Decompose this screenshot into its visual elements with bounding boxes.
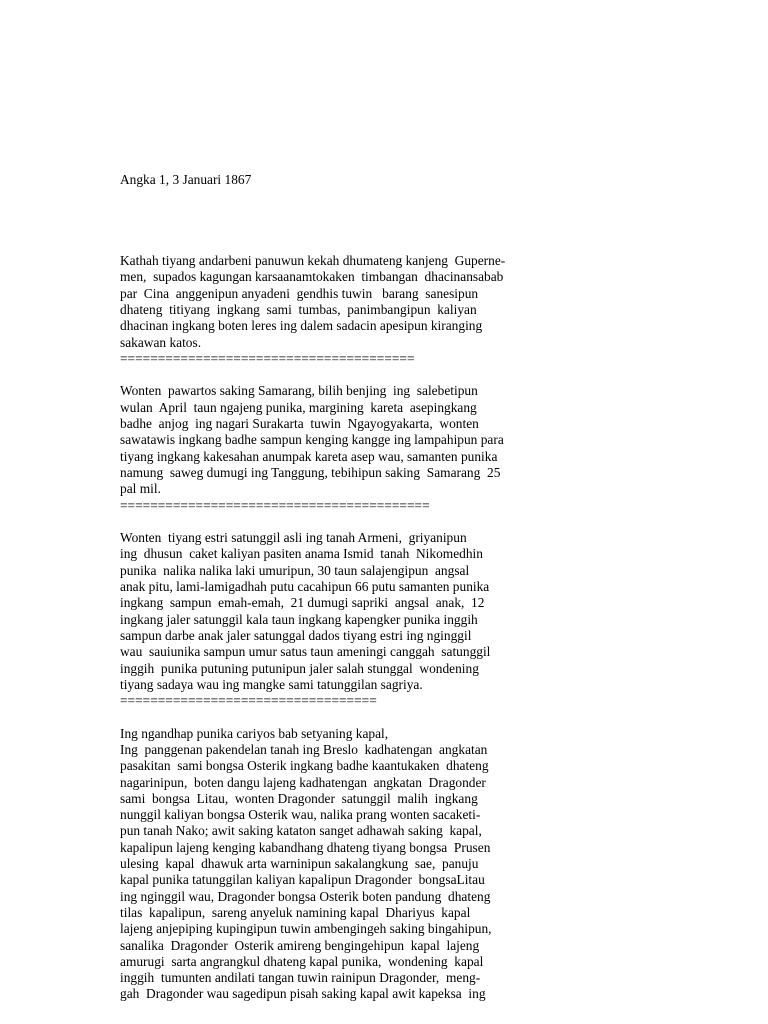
article-line: sami bongsa Litau, wonten Dragonder satunggil malih ingkang bbox=[120, 790, 478, 806]
article-line: ing dhusun caket kaliyan pasiten anama Ismid tanah Nikomedhin bbox=[120, 546, 483, 562]
document-title: Angka 1, 3 Januari 1867 bbox=[120, 171, 252, 187]
article-line: ingkang jaler satunggil kala taun ingkang kapengker punika inggih bbox=[120, 611, 478, 627]
article-line: anak pitu, lami-lamigadhah putu cacahipun 66 putu samanten punika bbox=[120, 579, 490, 595]
article-line: kapal punika tatunggilan kaliyan kapalipun Dragonder bongsaLitau bbox=[120, 872, 485, 888]
article-line: tiyang ingkang kakesahan anumpak kareta asep wau, samanten punika bbox=[120, 448, 498, 464]
article-line: gah Dragonder wau sagedipun pisah saking kapal awit kapeksa ing bbox=[120, 986, 486, 1002]
article-line: tilas kapalipun, sareng anyeluk namining kapal Dhariyus kapal bbox=[120, 904, 471, 920]
article-line: pal mil. bbox=[120, 481, 161, 497]
article-line: Ing panggenan pakendelan tanah ing Breslo kadhatengan angkatan bbox=[120, 741, 488, 757]
article-line: ingkang sampun emah-emah, 21 dumugi sapriki angsal anak, 12 bbox=[120, 595, 485, 611]
blank-line bbox=[120, 514, 530, 530]
article-line: pun tanah Nako; awit saking kataton sanget adhawah saking kapal, bbox=[120, 823, 482, 839]
article-line: Wonten pawartos saking Samarang, bilih benjing ing salebetipun bbox=[120, 383, 478, 399]
article-line: lajeng anjepiping kupingipun tuwin ambengingeh saking bingahipun, bbox=[120, 921, 492, 937]
article-4 bbox=[120, 726, 530, 1003]
article-line: sanalika Dragonder Osterik amireng bengingehipun kapal lajeng bbox=[120, 937, 480, 953]
article-line: kapalipun lajeng kenging kabandhang dhateng tiyang bongsa Prusen bbox=[120, 839, 491, 855]
section-separator: ========================================= bbox=[120, 497, 430, 513]
article-line: dhateng titiyang ingkang sami tumbas, panimbangipun kaliyan bbox=[120, 301, 477, 317]
article-line: dhacinan ingkang boten leres ing dalem sadacin apesipun kiranging bbox=[120, 318, 483, 334]
article-line: inggih punika putuning putunipun jaler salah stunggal wondening bbox=[120, 660, 479, 676]
article-line: sampun darbe anak jaler satunggal dados tiyang estri ing nginggil bbox=[120, 627, 472, 643]
blank-line bbox=[120, 220, 530, 236]
article-2 bbox=[120, 383, 530, 530]
blank-line bbox=[120, 709, 530, 725]
article-line: badhe anjog ing nagari Surakarta tuwin Ngayogyakarta, wonten bbox=[120, 416, 479, 432]
article-3 bbox=[120, 530, 530, 726]
article-line: Wonten tiyang estri satunggil asli ing tanah Armeni, griyanipun bbox=[120, 530, 467, 546]
article-line: sakawan katos. bbox=[120, 334, 202, 350]
article-line: Ing ngandhap punika cariyos bab setyaning kapal, bbox=[120, 725, 389, 741]
article-line: amurugi sarta angrangkul dhateng kapal punika, wondening kapal bbox=[120, 953, 484, 969]
article-line: ing nginggil wau, Dragonder bongsa Osterik boten pandung dhateng bbox=[120, 888, 491, 904]
article-line: tiyang sadaya wau ing mangke sami tatunggilan sagriya. bbox=[120, 676, 423, 692]
article-line: namung saweg dumugi ing Tanggung, tebihipun saking Samarang 25 bbox=[120, 464, 501, 480]
article-line: punika nalika nalika laki umuripun, 30 taun salajengipun angsal bbox=[120, 562, 470, 578]
article-line: inggih tumunten andilati tangan tuwin rainipun Dragonder, meng- bbox=[120, 970, 481, 986]
blank-line bbox=[120, 367, 530, 383]
document-page bbox=[120, 139, 530, 1003]
section-separator: ================================== bbox=[120, 693, 377, 709]
article-line: par Cina anggenipun anyadeni gendhis tuwin barang sanesipun bbox=[120, 285, 479, 301]
article-line: wau sauiunika sampun umur satus taun ameningi canggah satunggil bbox=[120, 644, 491, 660]
article-line: wulan April taun ngajeng punika, margining kareta asepingkang bbox=[120, 399, 477, 415]
article-line: men, supados kagungan karsaanamtokaken timbangan dhacinansabab bbox=[120, 269, 504, 285]
article-line: nunggil kaliyan bongsa Osterik wau, nalika prang wonten sacaketi- bbox=[120, 807, 481, 823]
article-line: ulesing kapal dhawuk arta warninipun sakalangkung sae, panuju bbox=[120, 856, 479, 872]
article-1 bbox=[120, 253, 530, 383]
article-line: nagarinipun, boten dangu lajeng kadhatengan angkatan Dragonder bbox=[120, 774, 486, 790]
section-separator: ======================================= bbox=[120, 350, 415, 366]
article-line: Kathah tiyang andarbeni panuwun kekah dhumateng kanjeng Guperne- bbox=[120, 253, 506, 269]
article-line: sawatawis ingkang badhe sampun kenging kangge ing lampahipun para bbox=[120, 432, 504, 448]
article-line: pasakitan sami bongsa Osterik ingkang badhe kaantukaken dhateng bbox=[120, 758, 489, 774]
